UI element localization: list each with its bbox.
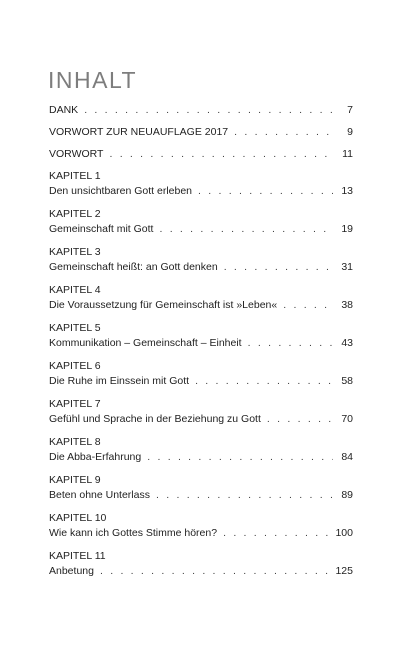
toc-page-number: 84 (341, 451, 353, 463)
toc-entry-label: Anbetung (49, 565, 94, 577)
chapter-heading-10: KAPITEL 10 (49, 512, 107, 524)
leader-dots (109, 146, 333, 162)
toc-entry-kapitel-2[interactable] (49, 221, 353, 237)
toc-entry-label: Wie kann ich Gottes Stimme hören? (49, 527, 218, 539)
leader-dots (267, 411, 333, 427)
chapter-heading-7: KAPITEL 7 (49, 398, 101, 410)
leader-dots (248, 335, 333, 351)
leader-dots (195, 373, 333, 389)
toc-entry-label: Gemeinschaft mit Gott (49, 223, 154, 235)
toc-page-number: 9 (347, 126, 353, 138)
chapter-heading-8: KAPITEL 8 (49, 436, 101, 448)
toc-page-number: 100 (335, 527, 353, 539)
chapter-heading-4: KAPITEL 4 (49, 284, 101, 296)
toc-entry-kapitel-5[interactable] (49, 335, 353, 351)
leader-dots (156, 487, 333, 503)
toc-page-number: 7 (347, 104, 353, 116)
toc-page-number: 125 (335, 565, 353, 577)
toc-entry-kapitel-6[interactable] (49, 373, 353, 389)
toc-page-number: 70 (341, 413, 353, 425)
toc-page-number: 31 (341, 261, 353, 273)
toc-entry-kapitel-4[interactable] (49, 297, 353, 313)
toc-entry-kapitel-11[interactable] (49, 563, 353, 579)
toc-entry-vorwort-neuauflage[interactable] (49, 124, 353, 140)
toc-entry-label: Beten ohne Unterlass (49, 489, 150, 501)
toc-entry-kapitel-10[interactable] (49, 525, 353, 541)
chapter-heading-1: KAPITEL 1 (49, 170, 101, 182)
toc-entry-kapitel-8[interactable] (49, 449, 353, 465)
chapter-heading-5: KAPITEL 5 (49, 322, 101, 334)
toc-entry-vorwort[interactable] (49, 146, 353, 162)
toc-entry-label: DANK (49, 104, 79, 116)
toc-page-number: 43 (341, 337, 353, 349)
toc-page-number: 89 (341, 489, 353, 501)
chapter-heading-3: KAPITEL 3 (49, 246, 101, 258)
toc-page-number: 58 (341, 375, 353, 387)
toc-page-number: 38 (341, 299, 353, 311)
toc-entry-label: Gefühl und Sprache in der Beziehung zu Gott (49, 413, 261, 425)
toc-entry-kapitel-1[interactable] (49, 183, 353, 199)
toc-entry-kapitel-9[interactable] (49, 487, 353, 503)
leader-dots (198, 183, 333, 199)
toc-entry-label: Die Voraussetzung für Gemeinschaft ist »Leben« (49, 299, 278, 311)
toc-entry-label: Den unsichtbaren Gott erleben (49, 185, 193, 197)
toc-entry-label: Die Abba-Erfahrung (49, 451, 142, 463)
leader-dots (224, 259, 333, 275)
toc-entry-label: Kommunikation – Gemeinschaft – Einheit (49, 337, 242, 349)
toc-entry-dank[interactable] (49, 102, 353, 118)
toc-entry-label: Gemeinschaft heißt: an Gott denken (49, 261, 218, 273)
chapter-heading-6: KAPITEL 6 (49, 360, 101, 372)
chapter-heading-11: KAPITEL 11 (49, 550, 106, 562)
leader-dots (283, 297, 333, 313)
leader-dots (147, 449, 333, 465)
leader-dots (84, 102, 333, 118)
leader-dots (100, 563, 330, 579)
toc-entry-kapitel-3[interactable] (49, 259, 353, 275)
chapter-heading-2: KAPITEL 2 (49, 208, 101, 220)
toc-title: INHALT (48, 67, 138, 94)
chapter-heading-9: KAPITEL 9 (49, 474, 101, 486)
toc-entry-label: Die Ruhe im Einssein mit Gott (49, 375, 190, 387)
toc-entry-label: VORWORT ZUR NEUAUFLAGE 2017 (49, 126, 229, 138)
leader-dots (159, 221, 333, 237)
toc-page-number: 13 (341, 185, 353, 197)
toc-entry-label: VORWORT (49, 148, 104, 160)
toc-entry-kapitel-7[interactable] (49, 411, 353, 427)
leader-dots (223, 525, 329, 541)
toc-page-number: 19 (341, 223, 353, 235)
toc-page-number: 11 (342, 148, 353, 160)
leader-dots (234, 124, 333, 140)
